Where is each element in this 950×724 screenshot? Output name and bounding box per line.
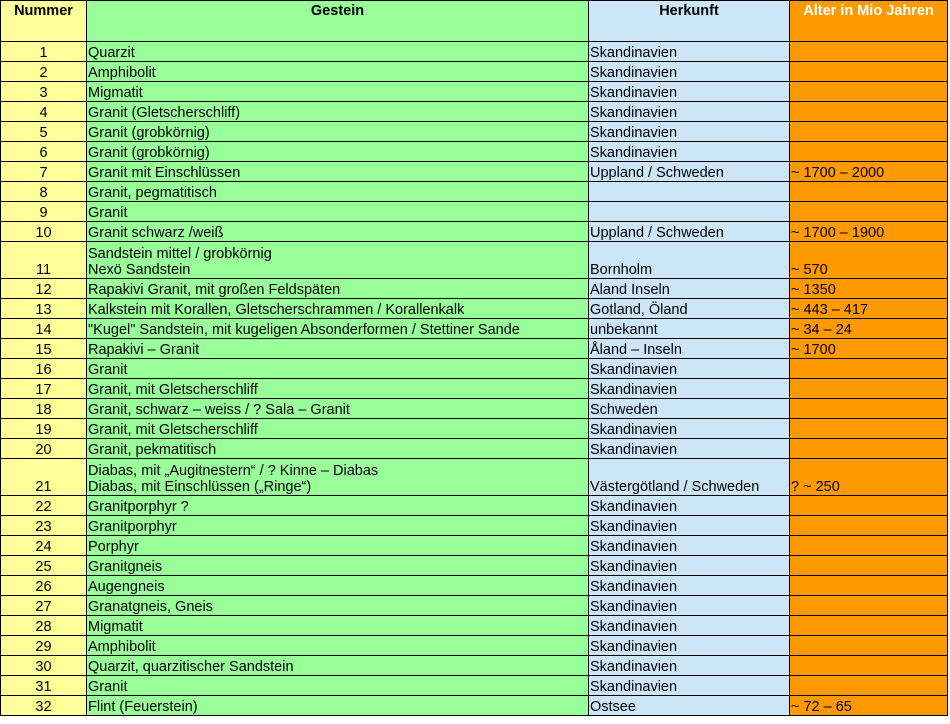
- table-row: [1, 182, 948, 202]
- gestein-line: Diabas, mit Einschlüssen („Ringe“): [88, 479, 312, 495]
- cell-nummer[interactable]: 12: [1, 279, 87, 299]
- cell-nummer[interactable]: 28: [1, 616, 87, 636]
- table-row: [1, 102, 948, 122]
- cell-alter[interactable]: [790, 636, 948, 656]
- table-row: [1, 339, 948, 359]
- table-row: [1, 122, 948, 142]
- cell-alter[interactable]: ~ 1350: [790, 279, 948, 299]
- table-row: [1, 596, 948, 616]
- table-row: [1, 696, 948, 716]
- gestein-line: "Kugel" Sandstein, mit kugeligen Absonderformen / Stettiner Sande: [88, 322, 520, 338]
- cell-nummer[interactable]: 6: [1, 142, 87, 162]
- cell-herkunft[interactable]: Skandinavien: [589, 122, 790, 142]
- cell-alter[interactable]: ~ 570: [790, 242, 948, 279]
- cell-herkunft[interactable]: Uppland / Schweden: [589, 162, 790, 182]
- cell-gestein[interactable]: [87, 379, 589, 399]
- table-row: [1, 636, 948, 656]
- cell-herkunft[interactable]: [589, 182, 790, 202]
- table-row: [1, 536, 948, 556]
- table-row: [1, 359, 948, 379]
- gestein-line: Granitporphyr: [88, 519, 177, 535]
- table-row: [1, 202, 948, 222]
- table-row: [1, 676, 948, 696]
- gestein-line: Migmatit: [88, 85, 143, 101]
- table-row: [1, 616, 948, 636]
- gestein-line: Granit: [88, 205, 128, 221]
- cell-herkunft[interactable]: Skandinavien: [589, 359, 790, 379]
- gestein-line: Granit (grobkörnig): [88, 145, 210, 161]
- cell-alter[interactable]: [790, 556, 948, 576]
- cell-alter[interactable]: [790, 576, 948, 596]
- cell-alter[interactable]: ~ 1700 – 2000: [790, 162, 948, 182]
- cell-gestein[interactable]: [87, 536, 589, 556]
- cell-alter[interactable]: [790, 496, 948, 516]
- cell-gestein[interactable]: [87, 142, 589, 162]
- cell-herkunft[interactable]: Skandinavien: [589, 439, 790, 459]
- cell-herkunft[interactable]: Skandinavien: [589, 676, 790, 696]
- header-gestein[interactable]: Gestein: [87, 1, 589, 42]
- gestein-line: Granitporphyr ?: [88, 499, 189, 515]
- gestein-line: Quarzit: [88, 45, 135, 61]
- cell-herkunft[interactable]: Skandinavien: [589, 496, 790, 516]
- gestein-line: Granitgneis: [88, 559, 163, 575]
- cell-gestein[interactable]: [87, 496, 589, 516]
- cell-nummer[interactable]: 18: [1, 399, 87, 419]
- cell-gestein[interactable]: [87, 399, 589, 419]
- cell-alter[interactable]: [790, 439, 948, 459]
- cell-gestein[interactable]: [87, 242, 589, 279]
- table-row: [1, 556, 948, 576]
- table-row: [1, 242, 948, 279]
- gestein-line: Granit: [88, 362, 128, 378]
- gestein-line: Kalkstein mit Korallen, Gletscherschrammen / Korallenkalk: [88, 302, 465, 318]
- cell-herkunft[interactable]: Skandinavien: [589, 516, 790, 536]
- header-alter[interactable]: Alter in Mio Jahren: [790, 1, 948, 42]
- cell-alter[interactable]: [790, 536, 948, 556]
- cell-alter[interactable]: [790, 676, 948, 696]
- cell-gestein[interactable]: [87, 42, 589, 62]
- cell-nummer[interactable]: 22: [1, 496, 87, 516]
- cell-herkunft[interactable]: Skandinavien: [589, 419, 790, 439]
- cell-herkunft[interactable]: Gotland, Öland: [589, 299, 790, 319]
- cell-alter[interactable]: [790, 616, 948, 636]
- cell-herkunft[interactable]: Uppland / Schweden: [589, 222, 790, 242]
- cell-herkunft[interactable]: Bornholm: [589, 242, 790, 279]
- cell-herkunft[interactable]: unbekannt: [589, 319, 790, 339]
- cell-herkunft[interactable]: Skandinavien: [589, 656, 790, 676]
- gestein-line: Granit, pegmatitisch: [88, 185, 217, 201]
- gestein-line: Granit, pekmatitisch: [88, 442, 217, 458]
- cell-nummer[interactable]: 23: [1, 516, 87, 536]
- table-row: [1, 576, 948, 596]
- cell-alter[interactable]: ~ 443 – 417: [790, 299, 948, 319]
- gestein-line: Nexö Sandstein: [88, 262, 191, 278]
- table-row: [1, 222, 948, 242]
- table-row: [1, 516, 948, 536]
- cell-nummer[interactable]: 24: [1, 536, 87, 556]
- cell-herkunft[interactable]: Skandinavien: [589, 82, 790, 102]
- cell-nummer[interactable]: 5: [1, 122, 87, 142]
- table-row: [1, 62, 948, 82]
- cell-gestein[interactable]: [87, 596, 589, 616]
- gestein-line: Granit (Gletscherschliff): [88, 105, 241, 121]
- table-row: [1, 42, 948, 62]
- cell-herkunft[interactable]: Västergötland / Schweden: [589, 459, 790, 496]
- cell-alter[interactable]: [790, 102, 948, 122]
- cell-herkunft[interactable]: Skandinavien: [589, 616, 790, 636]
- cell-gestein[interactable]: [87, 359, 589, 379]
- cell-herkunft[interactable]: Skandinavien: [589, 102, 790, 122]
- table-row: [1, 162, 948, 182]
- cell-nummer[interactable]: 2: [1, 62, 87, 82]
- cell-nummer[interactable]: 32: [1, 696, 87, 716]
- gestein-line: Augengneis: [88, 579, 165, 595]
- gestein-line: Granit schwarz /weiß: [88, 225, 224, 241]
- cell-nummer[interactable]: 4: [1, 102, 87, 122]
- table-row: [1, 299, 948, 319]
- gestein-line: Quarzit, quarzitischer Sandstein: [88, 659, 294, 675]
- cell-nummer[interactable]: 3: [1, 82, 87, 102]
- cell-herkunft[interactable]: Skandinavien: [589, 596, 790, 616]
- cell-gestein[interactable]: [87, 516, 589, 536]
- cell-gestein[interactable]: [87, 616, 589, 636]
- cell-herkunft[interactable]: Skandinavien: [589, 576, 790, 596]
- cell-gestein[interactable]: [87, 202, 589, 222]
- cell-alter[interactable]: [790, 516, 948, 536]
- cell-alter[interactable]: [790, 122, 948, 142]
- cell-gestein[interactable]: [87, 299, 589, 319]
- table-row: [1, 459, 948, 496]
- header-row: [1, 1, 948, 42]
- gestein-line: Granit, mit Gletscherschliff: [88, 422, 258, 438]
- table-row: [1, 439, 948, 459]
- table-body: [1, 42, 948, 716]
- cell-gestein[interactable]: [87, 636, 589, 656]
- cell-nummer[interactable]: 30: [1, 656, 87, 676]
- gestein-line: Amphibolit: [88, 65, 156, 81]
- table-row: [1, 142, 948, 162]
- cell-gestein[interactable]: [87, 62, 589, 82]
- table-row: [1, 82, 948, 102]
- gestein-line: Granit (grobkörnig): [88, 125, 210, 141]
- cell-nummer[interactable]: 13: [1, 299, 87, 319]
- cell-gestein[interactable]: [87, 576, 589, 596]
- cell-nummer[interactable]: 19: [1, 419, 87, 439]
- table-row: [1, 399, 948, 419]
- cell-nummer[interactable]: 29: [1, 636, 87, 656]
- gestein-line: Flint (Feuerstein): [88, 699, 198, 715]
- cell-nummer[interactable]: 21: [1, 459, 87, 496]
- cell-nummer[interactable]: 14: [1, 319, 87, 339]
- cell-alter[interactable]: [790, 202, 948, 222]
- gestein-line: Sandstein mittel / grobkörnig: [88, 246, 272, 262]
- cell-alter[interactable]: [790, 182, 948, 202]
- cell-nummer[interactable]: 11: [1, 242, 87, 279]
- cell-nummer[interactable]: 15: [1, 339, 87, 359]
- gestein-line: Granit: [88, 679, 128, 695]
- cell-herkunft[interactable]: Skandinavien: [589, 379, 790, 399]
- cell-herkunft[interactable]: Ostsee: [589, 696, 790, 716]
- cell-herkunft[interactable]: Skandinavien: [589, 536, 790, 556]
- gestein-line: Granit mit Einschlüssen: [88, 165, 241, 181]
- cell-alter[interactable]: [790, 596, 948, 616]
- cell-alter[interactable]: [790, 42, 948, 62]
- cell-alter[interactable]: ~ 34 – 24: [790, 319, 948, 339]
- gestein-line: Migmatit: [88, 619, 143, 635]
- gestein-line: Granatgneis, Gneis: [88, 599, 213, 615]
- table-row: [1, 496, 948, 516]
- cell-gestein[interactable]: [87, 439, 589, 459]
- cell-nummer[interactable]: 10: [1, 222, 87, 242]
- gestein-line: Diabas, mit „Augitnestern“ / ? Kinne – Diabas: [88, 463, 379, 479]
- gestein-line: Granit, schwarz – weiss / ? Sala – Granit: [88, 402, 350, 418]
- table-row: [1, 279, 948, 299]
- cell-alter[interactable]: ? ~ 250: [790, 459, 948, 496]
- cell-alter[interactable]: [790, 419, 948, 439]
- cell-gestein[interactable]: [87, 656, 589, 676]
- cell-gestein[interactable]: [87, 676, 589, 696]
- cell-alter[interactable]: ~ 1700: [790, 339, 948, 359]
- cell-herkunft[interactable]: Skandinavien: [589, 142, 790, 162]
- cell-alter[interactable]: [790, 142, 948, 162]
- cell-alter[interactable]: ~ 72 – 65: [790, 696, 948, 716]
- cell-nummer[interactable]: 25: [1, 556, 87, 576]
- cell-nummer[interactable]: 7: [1, 162, 87, 182]
- cell-gestein[interactable]: [87, 102, 589, 122]
- gestein-line: Amphibolit: [88, 639, 156, 655]
- cell-gestein[interactable]: [87, 182, 589, 202]
- table-row: [1, 379, 948, 399]
- cell-nummer[interactable]: 26: [1, 576, 87, 596]
- cell-alter[interactable]: ~ 1700 – 1900: [790, 222, 948, 242]
- cell-gestein[interactable]: [87, 556, 589, 576]
- header-herkunft[interactable]: Herkunft: [589, 1, 790, 42]
- cell-nummer[interactable]: 20: [1, 439, 87, 459]
- table-row: [1, 319, 948, 339]
- table-row: [1, 656, 948, 676]
- cell-gestein[interactable]: [87, 222, 589, 242]
- cell-gestein[interactable]: [87, 122, 589, 142]
- gestein-line: Granit, mit Gletscherschliff: [88, 382, 258, 398]
- cell-nummer[interactable]: 1: [1, 42, 87, 62]
- cell-alter[interactable]: [790, 82, 948, 102]
- gestein-line: Porphyr: [88, 539, 139, 555]
- cell-herkunft[interactable]: Schweden: [589, 399, 790, 419]
- cell-gestein[interactable]: [87, 459, 589, 496]
- cell-herkunft[interactable]: Åland – Inseln: [589, 339, 790, 359]
- cell-nummer[interactable]: 16: [1, 359, 87, 379]
- cell-gestein[interactable]: [87, 339, 589, 359]
- cell-alter[interactable]: [790, 359, 948, 379]
- cell-gestein[interactable]: [87, 319, 589, 339]
- cell-herkunft[interactable]: Aland Inseln: [589, 279, 790, 299]
- cell-herkunft[interactable]: Skandinavien: [589, 636, 790, 656]
- cell-nummer[interactable]: 8: [1, 182, 87, 202]
- cell-gestein[interactable]: [87, 162, 589, 182]
- cell-herkunft[interactable]: Skandinavien: [589, 62, 790, 82]
- table-row: [1, 419, 948, 439]
- cell-alter[interactable]: [790, 62, 948, 82]
- cell-herkunft[interactable]: [589, 202, 790, 222]
- cell-alter[interactable]: [790, 399, 948, 419]
- cell-nummer[interactable]: 9: [1, 202, 87, 222]
- cell-herkunft[interactable]: Skandinavien: [589, 556, 790, 576]
- cell-nummer[interactable]: 17: [1, 379, 87, 399]
- cell-herkunft[interactable]: Skandinavien: [589, 42, 790, 62]
- cell-alter[interactable]: [790, 656, 948, 676]
- cell-alter[interactable]: [790, 379, 948, 399]
- header-nummer[interactable]: Nummer: [1, 1, 87, 42]
- gestein-line: Rapakivi Granit, mit großen Feldspäten: [88, 282, 341, 298]
- cell-gestein[interactable]: [87, 696, 589, 716]
- cell-nummer[interactable]: 27: [1, 596, 87, 616]
- cell-gestein[interactable]: [87, 279, 589, 299]
- cell-nummer[interactable]: 31: [1, 676, 87, 696]
- cell-gestein[interactable]: [87, 419, 589, 439]
- cell-gestein[interactable]: [87, 82, 589, 102]
- gestein-line: Rapakivi – Granit: [88, 342, 200, 358]
